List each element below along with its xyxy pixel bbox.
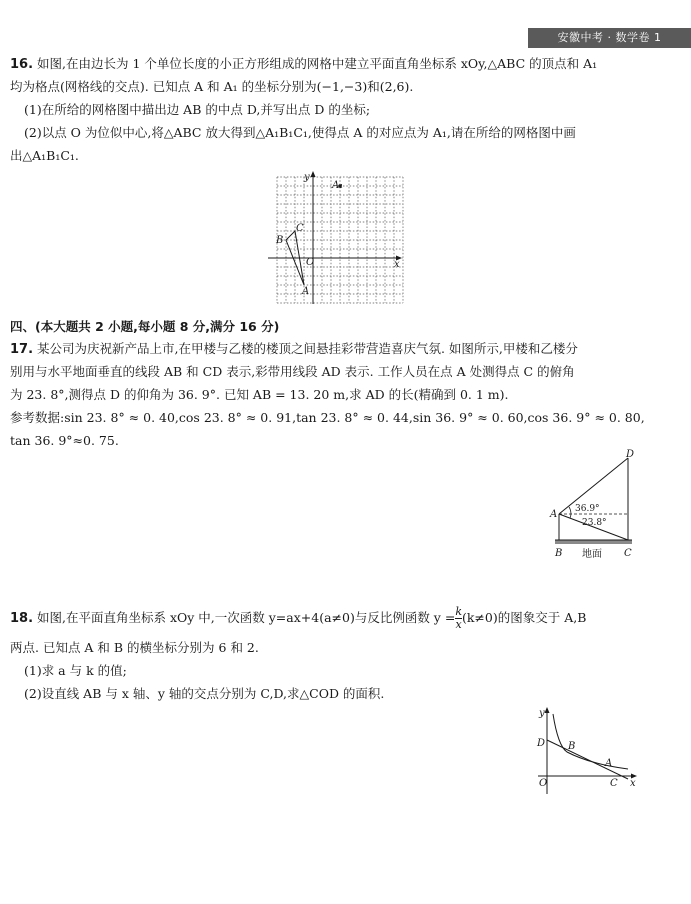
fraction-numerator: k [455, 605, 462, 618]
q17-buildings-figure [542, 446, 647, 568]
line-ab [547, 740, 628, 779]
label-c: C [624, 548, 632, 559]
label-d: D [537, 738, 546, 749]
label-y: y [539, 708, 545, 719]
q18-part2: (2)设直线 AB 与 x 轴、y 轴的交点分别为 C,D,求△COD 的面积. [24, 686, 385, 701]
q18-line1 [10, 604, 677, 633]
q18-number: 18. [10, 611, 34, 626]
q16-part2a: (2)以点 O 为位似中心,将△ABC 放大得到△A₁B₁C₁,使得点 A 的对应点为 A₁,请在所给的网格图中画 [24, 125, 576, 140]
label-y: y [304, 172, 310, 183]
q18-text-1a: 如图,在平面直角坐标系 xOy 中,一次函数 y=ax+4(a≠0)与反比例函数 y = [33, 610, 456, 625]
label-o: O [306, 257, 315, 268]
ground-hatch [555, 540, 632, 544]
label-c: C [610, 778, 618, 789]
label-c: C [296, 223, 304, 234]
q18-graph-figure [530, 704, 642, 800]
q17-line2: 别用与水平地面垂直的线段 AB 和 CD 表示,彩带用线段 AD 表示. 工作人员在点 A 处测得点 C 的俯角 [10, 364, 575, 379]
q16-grid-figure [262, 168, 408, 308]
q17-ref1: 参考数据:sin 23. 8° ≈ 0. 40,cos 23. 8° ≈ 0. 91,tan 23. 8° ≈ 0. 44,sin 36. 9° ≈ 0. 60,cos 36. 9° ≈ 0. 80, [10, 410, 645, 425]
label-ground: 地面 [582, 549, 602, 560]
q18-part1: (1)求 a 与 k 的值; [24, 663, 127, 678]
label-b: B [276, 235, 284, 246]
label-angle-238: 23.8° [582, 518, 607, 528]
fraction-k-over-x [455, 606, 462, 631]
q16-part2b: 出△A₁B₁C₁. [10, 148, 79, 163]
y-axis-arrow [311, 171, 316, 177]
angle-arc-lower [570, 514, 571, 518]
q16-text-1: 如图,在由边长为 1 个单位长度的小正方形组成的网格中建立平面直角坐标系 xOy,△ABC 的顶点和 A₁ [33, 56, 598, 71]
q16-number: 16. [10, 57, 34, 72]
q16-part1: (1)在所给的网格图中描出边 AB 的中点 D,并写出点 D 的坐标; [24, 102, 371, 117]
label-d: D [626, 449, 635, 460]
fraction-denominator: x [455, 618, 462, 631]
q18-line2: 两点. 已知点 A 和 B 的横坐标分别为 6 和 2. [10, 640, 259, 655]
header-tab: 安徽中考 · 数学卷 1 [528, 28, 691, 48]
label-a1: A₁ [332, 180, 344, 191]
angle-arc-upper [569, 507, 571, 514]
label-a: A [302, 286, 310, 297]
label-x: x [630, 778, 636, 789]
label-a: A [550, 509, 558, 520]
q17-text-1: 某公司为庆祝新产品上市,在甲楼与乙楼的楼顶之间悬挂彩带营造喜庆气氛. 如图所示,甲楼和乙楼分 [33, 341, 578, 356]
q18-text-1b: (k≠0)的图象交于 A,B [461, 610, 587, 625]
q16-line2: 均为格点(网格线的交点). 已知点 A 和 A₁ 的坐标分别为(−1,−3)和(2,6). [10, 79, 414, 94]
label-b: B [555, 548, 563, 559]
label-x: x [394, 259, 400, 270]
label-o: O [539, 778, 548, 789]
label-a: A [605, 758, 613, 769]
q17-line1 [10, 337, 677, 361]
q16-line1 [10, 52, 677, 76]
label-angle-369: 36.9° [575, 504, 600, 514]
q17-number: 17. [10, 342, 34, 357]
section-title: 四、(本大题共 2 小题,每小题 8 分,满分 16 分) [10, 319, 280, 334]
y-axis-arrow [545, 707, 550, 713]
q17-ref2: tan 36. 9°≈0. 75. [10, 433, 119, 448]
q17-line3: 为 23. 8°,测得点 D 的仰角为 36. 9°. 已知 AB = 13. 20 m,求 AD 的长(精确到 0. 1 m). [10, 387, 509, 402]
label-b: B [568, 741, 576, 752]
